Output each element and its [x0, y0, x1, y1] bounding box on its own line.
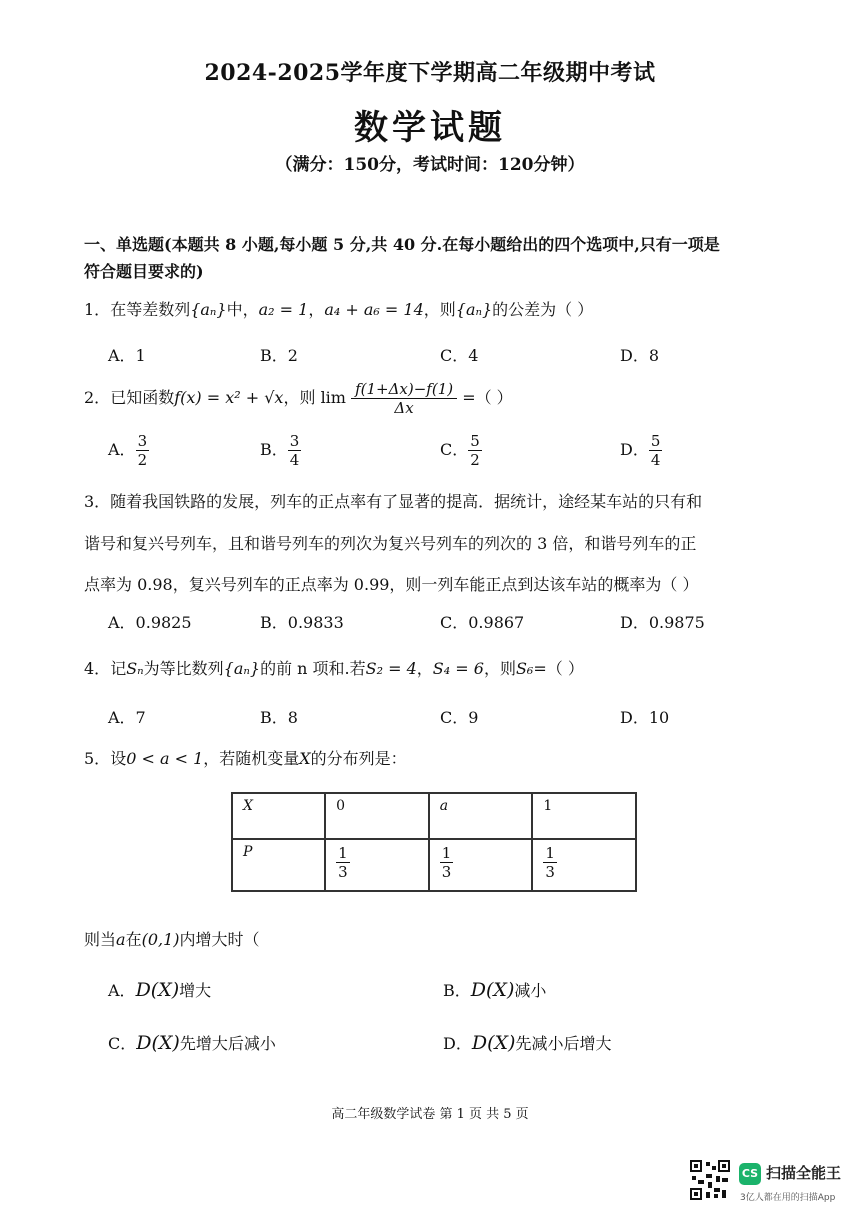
q2-text-2: ，则: [283, 388, 316, 407]
q4-number: 4．: [84, 659, 111, 678]
prob-den: 3: [545, 863, 555, 881]
question-2: [84, 380, 513, 417]
q5-option-c-expr: D(X): [136, 1032, 180, 1054]
q3-option-a: A．0.9825: [108, 613, 192, 632]
qr-code-icon: [690, 1160, 730, 1200]
q5-option-c-text: 先增大后减小: [179, 1034, 276, 1053]
q4-option-c: C．9: [440, 708, 479, 727]
q4-text-5: ，则: [483, 659, 516, 678]
section-heading-line2: 符合题目要求的): [84, 262, 204, 281]
question-3-line2: 谐号和复兴号列车，且和谐号列车的列次为复兴号列车的列次的 3 倍，和谐号列车的正: [84, 534, 697, 553]
page-title: 数学试题: [354, 108, 506, 148]
prob-fraction: [336, 844, 350, 881]
section-heading-line1: 一、单选题(本题共 8 小题,每小题 5 分,共 40 分.在每小题给出的四个选项中,只有一项是: [84, 235, 720, 254]
q3-option-b: B．0.9833: [260, 613, 344, 632]
q1-number: 1．: [84, 300, 111, 319]
q2-text-3: =（ ）: [462, 388, 513, 407]
table-cell-prob: [429, 839, 533, 891]
q2-d-den: 4: [650, 451, 661, 469]
prob-num: 1: [545, 844, 555, 862]
prob-fraction: [543, 844, 557, 881]
question-1: [84, 297, 593, 320]
q1-text-1: 在等差数列: [110, 300, 191, 319]
q1-option-d: D．8: [620, 346, 660, 365]
q2-b-num: 3: [289, 432, 300, 450]
exam-meta: （满分：150分，考试时间：120分钟）: [275, 155, 585, 175]
table-cell-header-x: X: [232, 793, 325, 839]
q5-option-a-expr: D(X): [135, 979, 180, 1001]
q5-followup: [84, 927, 260, 950]
q5-option-b-label: B．: [443, 981, 471, 1000]
q4-Sn: Sₙ: [126, 659, 144, 678]
table-cell-value-1: 1: [532, 793, 636, 839]
question-3-line1: 3．随着我国铁路的发展，列车的正点率有了显著的提高．据统计，途经某车站的只有和: [84, 492, 703, 511]
q5-text-2: ，若随机变量: [203, 749, 300, 768]
q4-S4: S₄ = 6: [432, 659, 484, 678]
q2-lim: lim: [320, 388, 346, 407]
q2-option-a-label: A．: [108, 440, 136, 459]
q2-a-den: 2: [137, 451, 148, 469]
q1-option-a: A．1: [108, 346, 146, 365]
q5-option-b-text: 减小: [514, 981, 547, 1000]
q2-option-b-label: B．: [260, 440, 288, 459]
q2-d-num: 5: [650, 432, 661, 450]
q5-after-3: 内增大时（: [179, 930, 260, 949]
q5-option-d-text: 先减小后增大: [515, 1034, 612, 1053]
q1-a2: a₂ = 1: [258, 300, 309, 319]
table-cell-prob: [325, 839, 429, 891]
q1-a46: a₄ + a₆ = 14: [324, 300, 424, 319]
q5-option-c-label: C．: [108, 1034, 137, 1053]
q2-c-num: 5: [470, 432, 480, 450]
q5-option-d: [443, 1031, 611, 1054]
prob-num: 1: [338, 844, 348, 862]
q5-option-b: [443, 978, 546, 1001]
q1-seq-2: {aₙ}: [455, 300, 493, 319]
q5-option-a-label: A．: [108, 981, 136, 1000]
q3-option-d: D．0.9875: [620, 613, 705, 632]
q2-option-c-label: C．: [440, 440, 469, 459]
q5-text-3: 的分布列是：: [310, 749, 407, 768]
q2-function: f(x) = x² + √x: [174, 388, 284, 407]
q2-option-b-fraction: [288, 432, 302, 469]
q5-option-d-expr: D(X): [471, 1032, 516, 1054]
q4-text-4: ，: [416, 659, 433, 678]
table-row: [232, 839, 636, 891]
q4-option-a: A．7: [108, 708, 146, 727]
prob-den: 3: [338, 863, 348, 881]
q4-text-6: =（ ）: [533, 659, 584, 678]
q1-option-b: B．2: [260, 346, 298, 365]
table-cell-header-p: P: [232, 839, 325, 891]
q2-option-a: [108, 432, 149, 469]
q2-option-d-label: D．: [620, 440, 649, 459]
question-5: [84, 746, 407, 769]
scanner-app-name: 扫描全能王: [766, 1164, 842, 1182]
prob-num: 1: [441, 844, 452, 862]
q4-text-1: 记: [110, 659, 127, 678]
q4-seq: {aₙ}: [223, 659, 261, 678]
q4-text-2: 为等比数列: [143, 659, 224, 678]
q5-number: 5．: [84, 749, 111, 768]
question-4: [84, 656, 584, 679]
table-cell-value-0: 0: [325, 793, 429, 839]
prob-fraction: [440, 844, 454, 881]
q2-option-a-fraction: [136, 432, 150, 469]
q2-a-num: 3: [137, 432, 148, 450]
prob-den: 3: [441, 863, 452, 881]
q4-S2: S₂ = 4: [365, 659, 417, 678]
table-row: [232, 793, 636, 839]
q1-text-3: ，: [308, 300, 325, 319]
q2-lim-numerator: f(1+Δx)−f(1): [351, 380, 457, 399]
q5-option-a-text: 增大: [179, 981, 212, 1000]
q3-option-c: C．0.9867: [440, 613, 525, 632]
q1-seq: {aₙ}: [190, 300, 227, 319]
q5-after-1: 则当: [84, 930, 117, 949]
q4-option-d: D．10: [620, 708, 670, 727]
q2-option-c-fraction: [468, 432, 482, 469]
q5-option-a: [108, 978, 211, 1001]
q2-option-c: [440, 432, 482, 469]
table-cell-prob: [532, 839, 636, 891]
q1-text-5: 的公差为（ ）: [492, 300, 594, 319]
q2-c-den: 2: [470, 451, 480, 469]
q5-a: a: [116, 930, 126, 949]
q4-option-b: B．8: [260, 708, 298, 727]
q5-text-1: 设: [110, 749, 127, 768]
distribution-table: [231, 792, 637, 892]
q2-option-d-fraction: [649, 432, 663, 469]
q5-option-d-label: D．: [443, 1034, 472, 1053]
q1-option-c: C．4: [440, 346, 479, 365]
q5-interval: (0,1): [141, 930, 180, 949]
q2-limit-fraction: [351, 380, 457, 417]
scanner-logo: CS: [739, 1163, 761, 1185]
q2-lim-denominator: Δx: [394, 399, 414, 417]
question-3-line3: 点率为 0.98，复兴号列车的正点率为 0.99，则一列车能正点到达该车站的概率为（ ）: [84, 575, 699, 594]
exam-header: 2024-2025学年度下学期高二年级期中考试: [204, 60, 656, 86]
q5-X: X: [299, 749, 311, 768]
page-footer: 高二年级数学试卷 第 1 页 共 5 页: [331, 1107, 529, 1122]
q2-option-b: [260, 432, 301, 469]
q1-text-4: ，则: [423, 300, 456, 319]
q5-after-2: 在: [125, 930, 142, 949]
q2-option-d: [620, 432, 662, 469]
q4-text-3: 的前 n 项和.若: [260, 659, 366, 678]
q2-number: 2．: [84, 388, 111, 407]
q5-a-range: 0 < a < 1: [126, 749, 204, 768]
q2-b-den: 4: [289, 451, 300, 469]
q5-option-b-expr: D(X): [470, 979, 515, 1001]
q2-text-1: 已知函数: [110, 388, 175, 407]
q4-S6: S₆: [515, 659, 534, 678]
q5-option-c: [108, 1031, 276, 1054]
table-cell-value-a: a: [429, 793, 533, 839]
scanner-tagline: 3亿人都在用的扫描App: [740, 1193, 836, 1203]
q1-text-2: 中，: [226, 300, 259, 319]
